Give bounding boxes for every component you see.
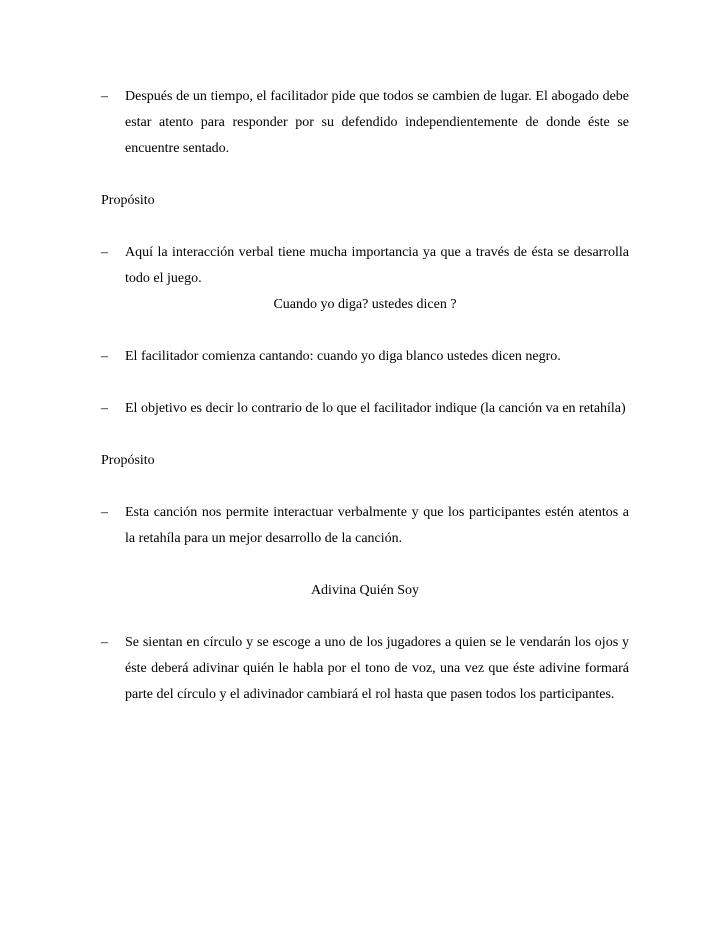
paragraph-text: El facilitador comienza cantando: cuando yo diga blanco ustedes dicen negro. bbox=[125, 349, 561, 364]
paragraph-text: El objetivo es decir lo contrario de lo que el facilitador indique (la canción va en retahíla) bbox=[125, 401, 626, 416]
section-heading: Propósito bbox=[101, 453, 155, 468]
list-item bbox=[101, 84, 629, 162]
bullet-dash: – bbox=[101, 635, 108, 650]
bullet-dash: – bbox=[101, 245, 108, 260]
list-item bbox=[101, 344, 629, 370]
paragraph-text: Esta canción nos permite interactuar verbalmente y que los participantes estén atentos a la retahíla para un mejor desarrollo de la canción. bbox=[125, 505, 629, 546]
bullet-dash: – bbox=[101, 401, 108, 416]
bullet-dash: – bbox=[101, 349, 108, 364]
list-item bbox=[101, 396, 629, 422]
section-title: Adivina Quién Soy bbox=[310, 583, 420, 598]
list-item bbox=[101, 240, 629, 292]
paragraph-text: Se sientan en círculo y se escoge a uno de los jugadores a quien se le vendarán los ojos y éste deberá adivinar quién le habla por el tono de voz, una vez que éste adivine formará parte del círculo y el adivinador cambiará el rol hasta que pasen todos los participantes. bbox=[125, 635, 629, 702]
paragraph-text: Después de un tiempo, el facilitador pide que todos se cambien de lugar. El abogado debe estar atento para responder por su defendido independientemente de donde éste se encuentre sentado. bbox=[125, 89, 629, 156]
paragraph-text: Aquí la interacción verbal tiene mucha importancia ya que a través de ésta se desarrolla todo el juego. bbox=[125, 245, 629, 286]
section-heading: Propósito bbox=[101, 193, 155, 208]
bullet-dash: – bbox=[101, 505, 108, 520]
centered-line: Cuando yo diga? ustedes dicen ? bbox=[273, 297, 457, 312]
list-item bbox=[101, 630, 629, 708]
document-body bbox=[101, 84, 629, 708]
bullet-dash: – bbox=[101, 89, 108, 104]
list-item bbox=[101, 500, 629, 552]
